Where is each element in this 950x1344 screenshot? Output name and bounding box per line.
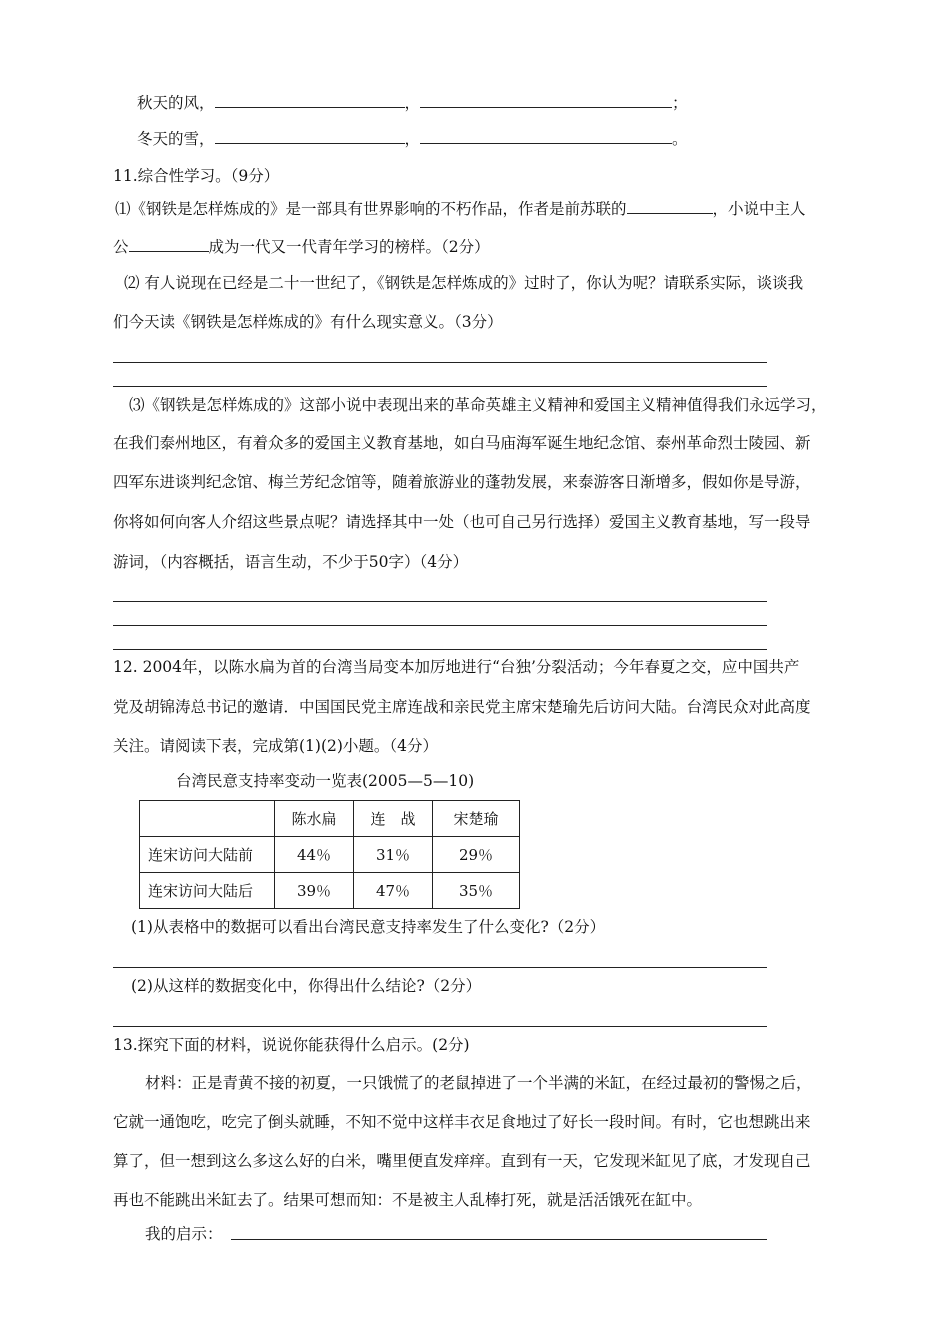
q11-part1-text-c: 公 [113,238,129,256]
q11-part2-answer-line-2[interactable] [113,386,767,387]
q13-answer-label: 我的启示： [145,1225,223,1243]
header-chen: 陈水扁 [275,801,354,837]
support-rate-table [139,800,520,909]
cell-value: 39％ [275,873,354,909]
q11-part3-line1: ⑶《钢铁是怎样炼成的》这部小说中表现出来的革命英雄主义精神和爱国主义精神值得我们永远学习， [129,396,827,414]
q13-material-line4: 再也不能跳出米缸去了。结果可想而知：不是被主人乱棒打死，就是活活饿死在缸中。 [113,1191,703,1209]
winter-end: 。 [672,130,688,148]
cell-value: 47％ [354,873,433,909]
q12-line3: 关注。请阅读下表，完成第(1)(2)小题。（4分） [113,737,439,755]
autumn-separator: ， [404,94,421,112]
q12-line2: 党及胡锦涛总书记的邀请．中国国民党主席连战和亲民党主席宋楚瑜先后访问大陆。台湾民众对此高度 [113,698,811,716]
q11-part2-line2: 们今天读《钢铁是怎样炼成的》有什么现实意义。（3分） [113,313,503,331]
q12-line1: 12. 2004年，以陈水扁为首的台湾当局变本加厉地进行“台独’分裂活动；今年春夏之交，应中国共产 [113,658,800,676]
q11-part2-line1: ⑵ 有人说现在已经是二十一世纪了，《钢铁是怎样炼成的》过时了，你认为呢？请联系实际，谈谈我 [124,274,804,292]
author-blank[interactable] [627,198,713,214]
q12-sub2: (2)从这样的数据变化中，你得出什么结论?（2分） [131,977,482,995]
q12-sub2-answer-line[interactable] [113,1026,767,1027]
q11-part1-text-d: 成为一代又一代青年学习的榜样。（2分） [208,238,490,256]
row-label: 连宋访问大陆前 [140,837,275,873]
cell-value: 31％ [354,837,433,873]
header-song: 宋楚瑜 [433,801,520,837]
q11-part3-line3: 四军东进谈判纪念馆、梅兰芳纪念馆等，随着旅游业的蓬勃发展，来泰游客日渐增多，假如你是导游， [113,473,811,491]
autumn-label: 秋天的风， [137,94,215,112]
q12-sub1-answer-line[interactable] [113,967,767,968]
q11-part3-line5: 游词，（内容概括，语言生动，不少于50字）（4分） [113,553,469,571]
q11-part1-line1 [115,198,806,220]
q12-sub1: (1)从表格中的数据可以看出台湾民意支持率发生了什么变化?（2分） [131,918,606,936]
row-label: 连宋访问大陆后 [140,873,275,909]
q11-part1-line2 [113,236,490,258]
autumn-line [137,92,688,114]
table-header-row [140,801,520,837]
table-corner-cell [140,801,275,837]
winter-label: 冬天的雪， [137,130,215,148]
q11-part3-answer-line-3[interactable] [113,649,767,650]
q11-part3-answer-line-2[interactable] [113,625,767,626]
cell-value: 44％ [275,837,354,873]
q13-material-line1: 材料：正是青黄不接的初夏，一只饿慌了的老鼠掉进了一个半满的米缸，在经过最初的警惕之后， [145,1074,812,1092]
q11-part2-answer-line-1[interactable] [113,362,767,363]
q11-part3-line2: 在我们泰州地区，有着众多的爱国主义教育基地，如白马庙海军诞生地纪念馆、泰州革命烈士陵园、新 [113,434,811,452]
protagonist-blank[interactable] [129,236,209,252]
q11-part1-text-a: ⑴《钢铁是怎样炼成的》是一部具有世界影响的不朽作品，作者是前苏联的 [115,200,627,218]
q11-part1-text-b: ，小说中主人 [712,200,806,218]
cell-value: 29％ [433,837,520,873]
q11-part3-answer-line-1[interactable] [113,601,767,602]
cell-value: 35％ [433,873,520,909]
table-row [140,873,520,909]
q13-answer-line[interactable] [231,1239,767,1240]
table-row [140,837,520,873]
autumn-blank-1[interactable] [215,92,405,108]
winter-line [137,128,688,150]
header-lian: 连 战 [354,801,433,837]
autumn-end: ； [672,94,688,112]
winter-blank-1[interactable] [215,128,405,144]
autumn-blank-2[interactable] [420,92,672,108]
q12-table-title: 台湾民意支持率变动一览表(2005—5—10) [176,772,475,790]
q13-title: 13.探究下面的材料，说说你能获得什么启示。(2分) [113,1036,470,1054]
winter-separator: ， [404,130,421,148]
q13-material-line3: 算了，但一想到这么多这么好的白米，嘴里便直发痒痒。直到有一天，它发现米缸见了底，才发现自己 [113,1152,811,1170]
q11-title: 11.综合性学习。（9分） [113,167,280,185]
q11-part3-line4: 你将如何向客人介绍这些景点呢？请选择其中一处（也可自己另行选择）爱国主义教育基地，写一段导 [113,513,811,531]
q13-material-line2: 它就一通饱吃，吃完了倒头就睡，不知不觉中这样丰衣足食地过了好长一段时间。有时，它也想跳出来 [113,1113,811,1131]
winter-blank-2[interactable] [420,128,672,144]
